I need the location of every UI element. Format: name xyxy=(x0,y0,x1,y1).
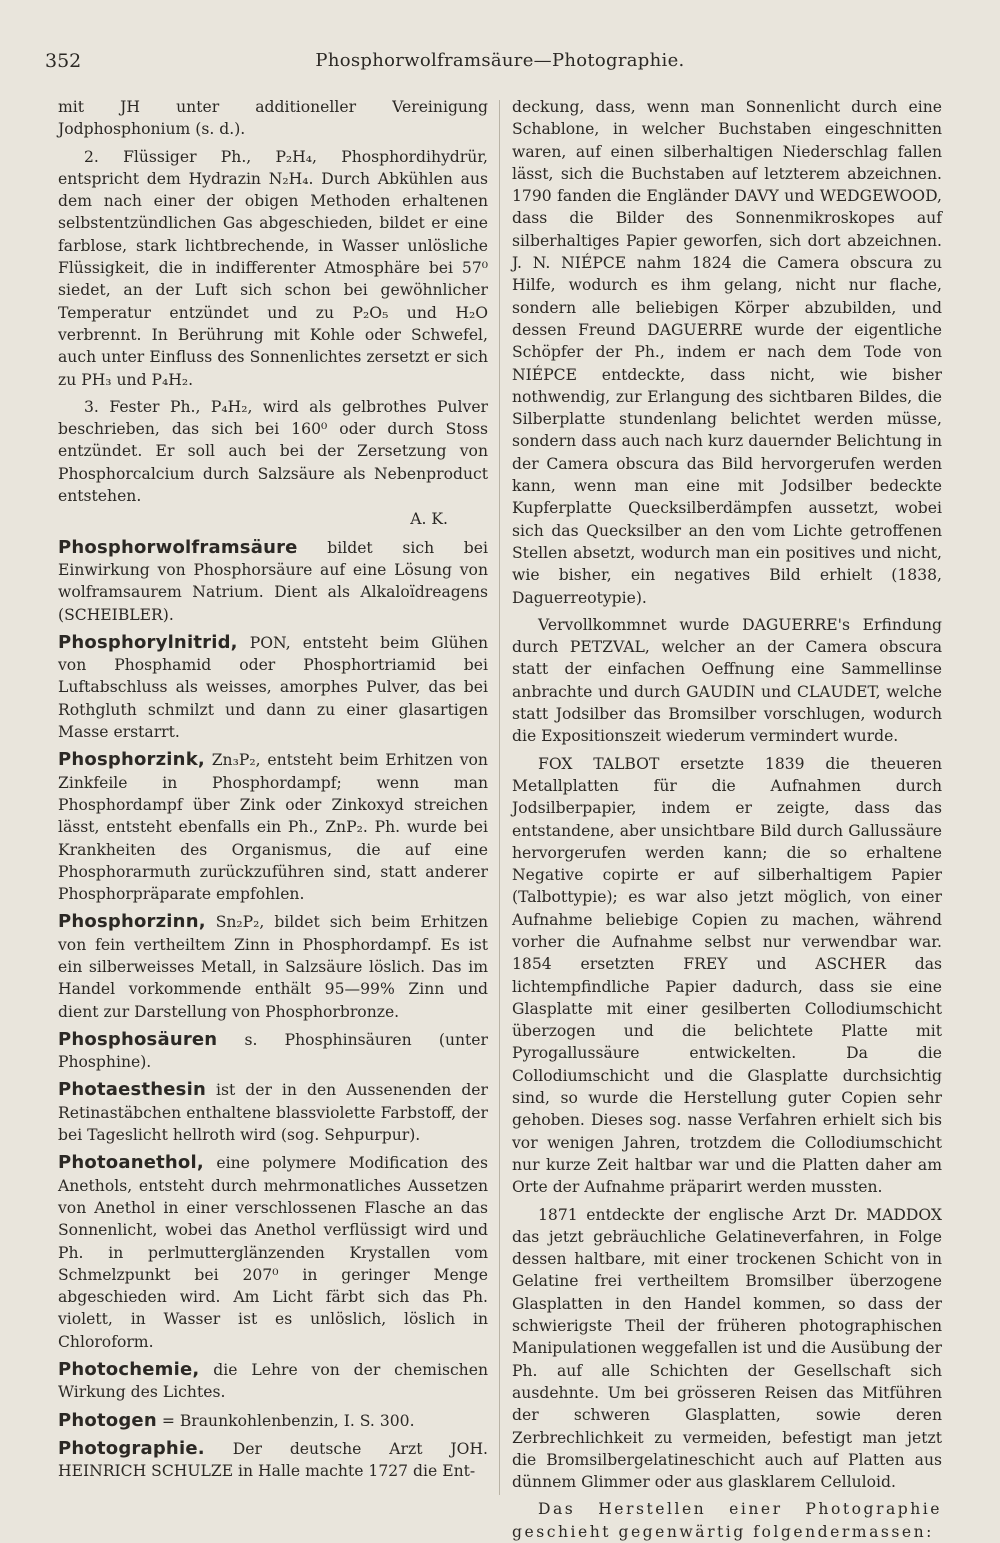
entry-headword: Photographie. xyxy=(58,1437,205,1459)
page-header xyxy=(45,50,955,80)
paragraph: 2. Flüssiger Ph., P₂H₄, Phosphordihydrür, entspricht dem Hydrazin N₂H₄. Durch Abkühlen aus dem nach einer der obigen Methoden erhaltenen selbstentzündlichen Gas abgeschieden, bildet er eine farblose, stark lichtbrechende, in Wasser unlösliche Flüssigkeit, die in indifferenter Atmosphäre bei 57⁰ siedet, an der Luft sich schon bei gewöhnlicher Temperatur entzündet und zu P₂O₅ und H₂O verbrennt. In Berührung mit Kohle oder Schwefel, auch unter Einfluss des Sonnenlichtes zersetzt er sich zu PH₃ und P₄H₂. xyxy=(58,147,488,389)
entry-text: PON, entsteht beim Glühen von Phosphamid oder Phosphortriamid bei Luftabschluss als weisses, amorphes Pulver, das bei Rothgluth schmilzt und dann zu einer glasartigen Masse erstarrt. xyxy=(58,633,488,742)
column-divider xyxy=(499,100,500,1495)
entry-text: = Braunkohlenbenzin, I. S. 300. xyxy=(161,1411,415,1430)
entry-headword: Phosphosäuren xyxy=(58,1028,218,1050)
dictionary-entry xyxy=(58,1152,488,1353)
entry-headword: Photochemie, xyxy=(58,1359,200,1381)
paragraph: 1871 entdeckte der englische Arzt Dr. MADDOX das jetzt gebräuchliche Gelatineverfahren, in Folge dessen haltbare, mit einer trockenen Schicht von in Gelatine frei vertheiltem Bromsilber überzogene Glasplatten in den Handel kommen, so dass der schwierigste Theil der früheren photographischen Manipulationen weggefallen ist und die Ausübung der Ph. auf alle Schichten der Gesellschaft sich ausdehnte. Um bei grösseren Reisen das Mitführen der schweren Glasplatten, sowie deren Zerbrechlichkeit zu vermeiden, befestigt man jetzt die Bromsilbergelatineschicht auch auf Platten aus dünnem Glimmer oder aus glasklarem Celluloid. xyxy=(512,1205,942,1492)
dictionary-entry xyxy=(58,1410,488,1432)
entry-headword: Photaesthesin xyxy=(58,1079,206,1101)
dictionary-entry xyxy=(58,1079,488,1146)
running-title: Phosphorwolframsäure—Photographie. xyxy=(315,50,685,71)
entry-headword: Photogen xyxy=(58,1409,157,1431)
entry-text: Der deutsche Arzt JOH. HEINRICH SCHULZE in Halle machte 1727 die Ent- xyxy=(58,1439,488,1481)
entry-headword: Phosphorwolframsäure xyxy=(58,536,298,558)
entry-text: ist der in den Aussenenden der Retinastäbchen enthaltene blassviolette Farbstoff, der bei Tageslicht hellroth wird (sog. Sehpurpur). xyxy=(58,1081,488,1145)
entry-headword: Phosphorylnitrid, xyxy=(58,631,238,653)
entry-text: Sn₂P₂, bildet sich beim Erhitzen von fein vertheiltem Zinn in Phosphordampf. Es ist ein silberweisses Metall, in Salzsäure löslich. Das im Handel vorkommende enthält 95—99% Zinn und dient zur Darstellung von Phosphorbronze. xyxy=(58,913,488,1021)
dictionary-entry xyxy=(58,537,488,626)
paragraph: deckung, dass, wenn man Sonnenlicht durch eine Schablone, in welcher Buchstaben eingeschnitten waren, auf einen silberhaltigen Niederschlag fallen lässt, sich die Buchstaben auf letzterem abzeichnen. 1790 fanden die Engländer DAVY und WEDGEWOOD, dass die Bilder des Sonnenmikroskopes auf silberhaltiges Papier geworfen, sich dort abzeichnen. J. N. NIÉPCE nahm 1824 die Camera obscura zu Hilfe, wodurch es ihm gelang, nicht nur flache, sondern alle beliebigen Körper abzubilden, und dessen Freund DAGUERRE wurde der eigentliche Schöpfer der Ph., indem er nach dem Tode von NIÉPCE entdeckte, dass nicht, wie bisher nothwendig, zur Erlangung des sichtbaren Bildes, die Silberplatte stundenlang belichtet werden müsse, sondern dass auch nach kurz dauernder Belichtung in der Camera obscura das Bild hervorgerufen werden kann, wenn man eine mit Jodsilber bedeckte Kupferplatte Quecksilberdämpfen aussetzt, wobei sich das Quecksilber an den vom Lichte getroffenen Stellen absetzt, wodurch man ein positives und nicht, wie bisher, ein negatives Bild erhielt (1838, Daguerreotypie). xyxy=(512,98,942,607)
entry-text: die Lehre von der chemischen Wirkung des Lichtes. xyxy=(58,1361,488,1402)
entry-headword: Phosphorzink, xyxy=(58,749,205,771)
paragraph: mit JH unter additioneller Vereinigung Jodphosphonium (s. d.). xyxy=(58,98,488,139)
entry-text: bildet sich bei Einwirkung von Phosphorsäure auf eine Lösung von wolframsaurem Natrium. Dient als Alkaloïdreagens (SCHEIBLER). xyxy=(58,538,488,624)
page-number: 352 xyxy=(45,50,82,72)
dictionary-entry xyxy=(58,1359,488,1404)
right-column xyxy=(512,96,942,1541)
dictionary-entry xyxy=(58,911,488,1022)
dictionary-entry xyxy=(58,632,488,743)
entry-headword: Phosphorzinn, xyxy=(58,911,206,933)
entry-text: s. Phosphinsäuren (unter Phosphine). xyxy=(58,1030,488,1072)
author-signature: A. K. xyxy=(410,510,448,529)
dictionary-entry xyxy=(58,1029,488,1074)
paragraph: FOX TALBOT ersetzte 1839 die theueren Metallplatten für die Aufnahmen durch Jodsilberpapier, indem er zeigte, dass das entstandene, aber unsichtbare Bild durch Gallussäure hervorgerufen werden kann; die so erhaltene Negative copirte er auf silberhaltigem Papier (Talbottypie); es war also jetzt möglich, von einer Aufnahme beliebige Copien zu machen, während vorher die Aufnahme selbst nur verwendbar war. 1854 ersetzten FREY und ASCHER das lichtempfindliche Papier dadurch, dass sie eine Glasplatte mit einer gesilberten Collodiumschicht überzogen und die belichtete Platte mit Pyrogallussäure entwickelten. Da die Collodiumschicht und die Glasplatte durchsichtig sind, so wurde die Herstellung guter Copien sehr gehoben. Dieses sog. nasse Verfahren erhielt sich bis vor wenigen Jahren, trotzdem die Collodiumschicht nur kurze Zeit haltbar war und die Platten daher am Orte der Aufnahme präparirt werden mussten. xyxy=(512,754,942,1197)
paragraph: Das Herstellen einer Photographie geschieht gegenwärtig folgendermassen: xyxy=(512,1500,942,1541)
paragraph: 3. Fester Ph., P₄H₂, wird als gelbrothes Pulver beschrieben, das sich bei 160⁰ oder durch Stoss entzündet. Er soll auch bei der Zersetzung von Phosphorcalcium durch Salzsäure als Nebenproduct entstehen. xyxy=(58,397,488,506)
entry-headword: Photoanethol, xyxy=(58,1152,204,1174)
dictionary-entry xyxy=(58,749,488,905)
entry-text: eine polymere Modification des Anethols, entsteht durch mehrmonatliches Aussetzen von Anethol in einer verschlossenen Flasche an das Sonnenlicht, wobei das Anethol verflüssigt wird und Ph. in perlmutterglänzenden Krystallen vom Schmelzpunkt bei 207⁰ in geringer Menge abgeschieden wird. Am Licht färbt sich das Ph. violett, in Wasser ist es unlöslich, löslich in Chloroform. xyxy=(58,1154,488,1351)
entry-text: Zn₃P₂, entsteht beim Erhitzen von Zinkfeile in Phosphordampf; wenn man Phosphordampf über Zink oder Zinkoxyd streichen lässt, entsteht ebenfalls ein Ph., ZnP₂. Ph. wurde bei Krankheiten des Organismus, die auf eine Phosphorarmuth zurückzuführen sind, statt anderer Phosphorpräparate empfohlen. xyxy=(58,751,488,904)
dictionary-entry xyxy=(58,1438,488,1483)
left-column xyxy=(58,96,488,1496)
paragraph: Vervollkommnet wurde DAGUERRE's Erfindung durch PETZVAL, welcher an der Camera obscura statt der einfachen Oeffnung eine Sammellinse anbrachte und durch GAUDIN und CLAUDET, welche statt Jodsilber das Bromsilber vorschlugen, wodurch die Expositionszeit wiederum vermindert wurde. xyxy=(512,615,942,746)
